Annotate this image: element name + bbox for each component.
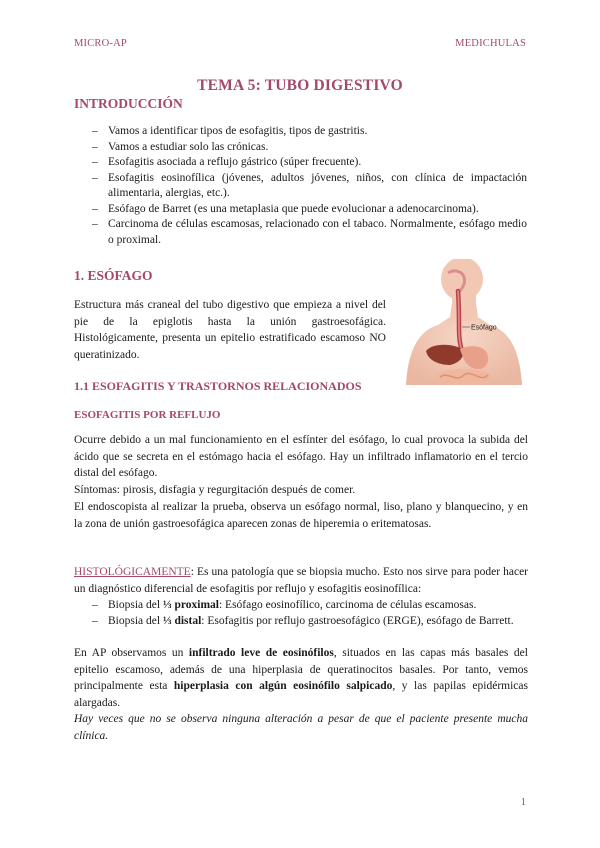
biopsy-proximal: ⅓ proximal (162, 599, 219, 611)
biopsy-prefix: Biopsia del (108, 615, 163, 627)
histology-text: : Es una patología que se biopsia mucho. Esto nos sirve para poder hacer un diagnóstico diferencial de esofagitis por reflujo y esofagitis eosinofílica: (74, 566, 528, 595)
reflujo-heading: ESOFAGITIS POR REFLUJO (74, 409, 221, 421)
reflujo-paragraph-3: El endoscopista al realizar la prueba, observa un esófago normal, liso, plano y blanquecino, y en la zona de unión gastroesofágica aparecen zonas de hiperemia o eritematosas. (74, 501, 528, 530)
biopsy-distal-text: : Esofagitis por reflujo gastroesofágico (ERGE), esófago de Barrett. (201, 615, 514, 627)
ap-text: , situados en las capas más basales del epitelio escamoso, además de una hiperplasia de queratinocitos basales. Por tanto, vemos principalmente esta (74, 647, 528, 692)
ap-bold-hyperplasia: hiperplasia con algún eosinófilo salpicado (173, 680, 393, 692)
esofago-heading: 1. ESÓFAGO (74, 268, 153, 283)
biopsy-list (92, 597, 527, 629)
histology-link[interactable]: HISTOLÓGICAMENTE (74, 566, 191, 578)
page-number: 1 (520, 797, 526, 808)
biopsy-distal: ⅓ distal (162, 615, 202, 627)
section-1-1-heading: 1.1 ESOFAGITIS Y TRASTORNOS RELACIONADOS (74, 379, 362, 393)
page-title: TEMA 5: TUBO DIGESTIVO (197, 77, 403, 94)
header-right: MEDICHULAS (455, 38, 526, 49)
esophagus-illustration (396, 259, 532, 385)
list-item: – Carcinoma de células escamosas, relacionado con el tabaco. Normalmente, esófago medio o proximal. (92, 217, 527, 248)
ap-text: , y las papilas epidérmicas alargadas. (74, 680, 528, 709)
ap-text: En AP observamos un (74, 647, 189, 659)
list-item: – Esofagitis asociada a reflujo gástrico (súper frecuente). (92, 155, 527, 171)
list-item: – Vamos a estudiar solo las crónicas. (92, 140, 527, 156)
ap-paragraph (74, 645, 528, 711)
reflujo-paragraph-1: Ocurre debido a un mal funcionamiento en el esfínter del esófago, lo cual provoca la subida del ácido que se secreta en el estómago hacia el esófago. Hay un infiltrado inflamatorio en el tercio distal del esófago. (74, 434, 528, 479)
list-item: – Esofagitis eosinofílica (jóvenes, adultos jóvenes, niños, con clínica de impactación alimentaria, alergias, etc.). (92, 171, 527, 202)
esophagus-label: Esófago (471, 324, 497, 332)
header-left: MICRO-AP (74, 38, 127, 49)
reflujo-symptoms: Síntomas: pirosis, disfagia y regurgitación después de comer. (74, 484, 356, 496)
list-item: – Vamos a identificar tipos de esofagitis, tipos de gastritis. (92, 124, 527, 140)
list-item: – Esófago de Barret (es una metaplasia que puede evolucionar a adenocarcinoma). (92, 202, 527, 218)
list-item (92, 613, 527, 629)
biopsy-prefix: Biopsia del (108, 599, 163, 611)
intro-heading: INTRODUCCIÓN (74, 96, 183, 111)
ap-bold-infiltrate: infiltrado leve de eosinófilos (188, 647, 334, 659)
esofago-text: Estructura más craneal del tubo digestivo que empieza a nivel del pie de la epiglotis hasta la unión gastroesofágica. Histológicamente, presenta un epitelio estratificado escamoso NO queratinizado. (74, 299, 386, 361)
ap-italic-note: Hay veces que no se observa ninguna alteración a pesar de que el paciente presente mucha clínica. (74, 713, 528, 742)
biopsy-proximal-text: : Esófago eosinofílico, carcinoma de células escamosas. (218, 599, 477, 611)
intro-list (92, 124, 527, 248)
histology-paragraph (74, 564, 528, 597)
list-item (92, 597, 527, 613)
